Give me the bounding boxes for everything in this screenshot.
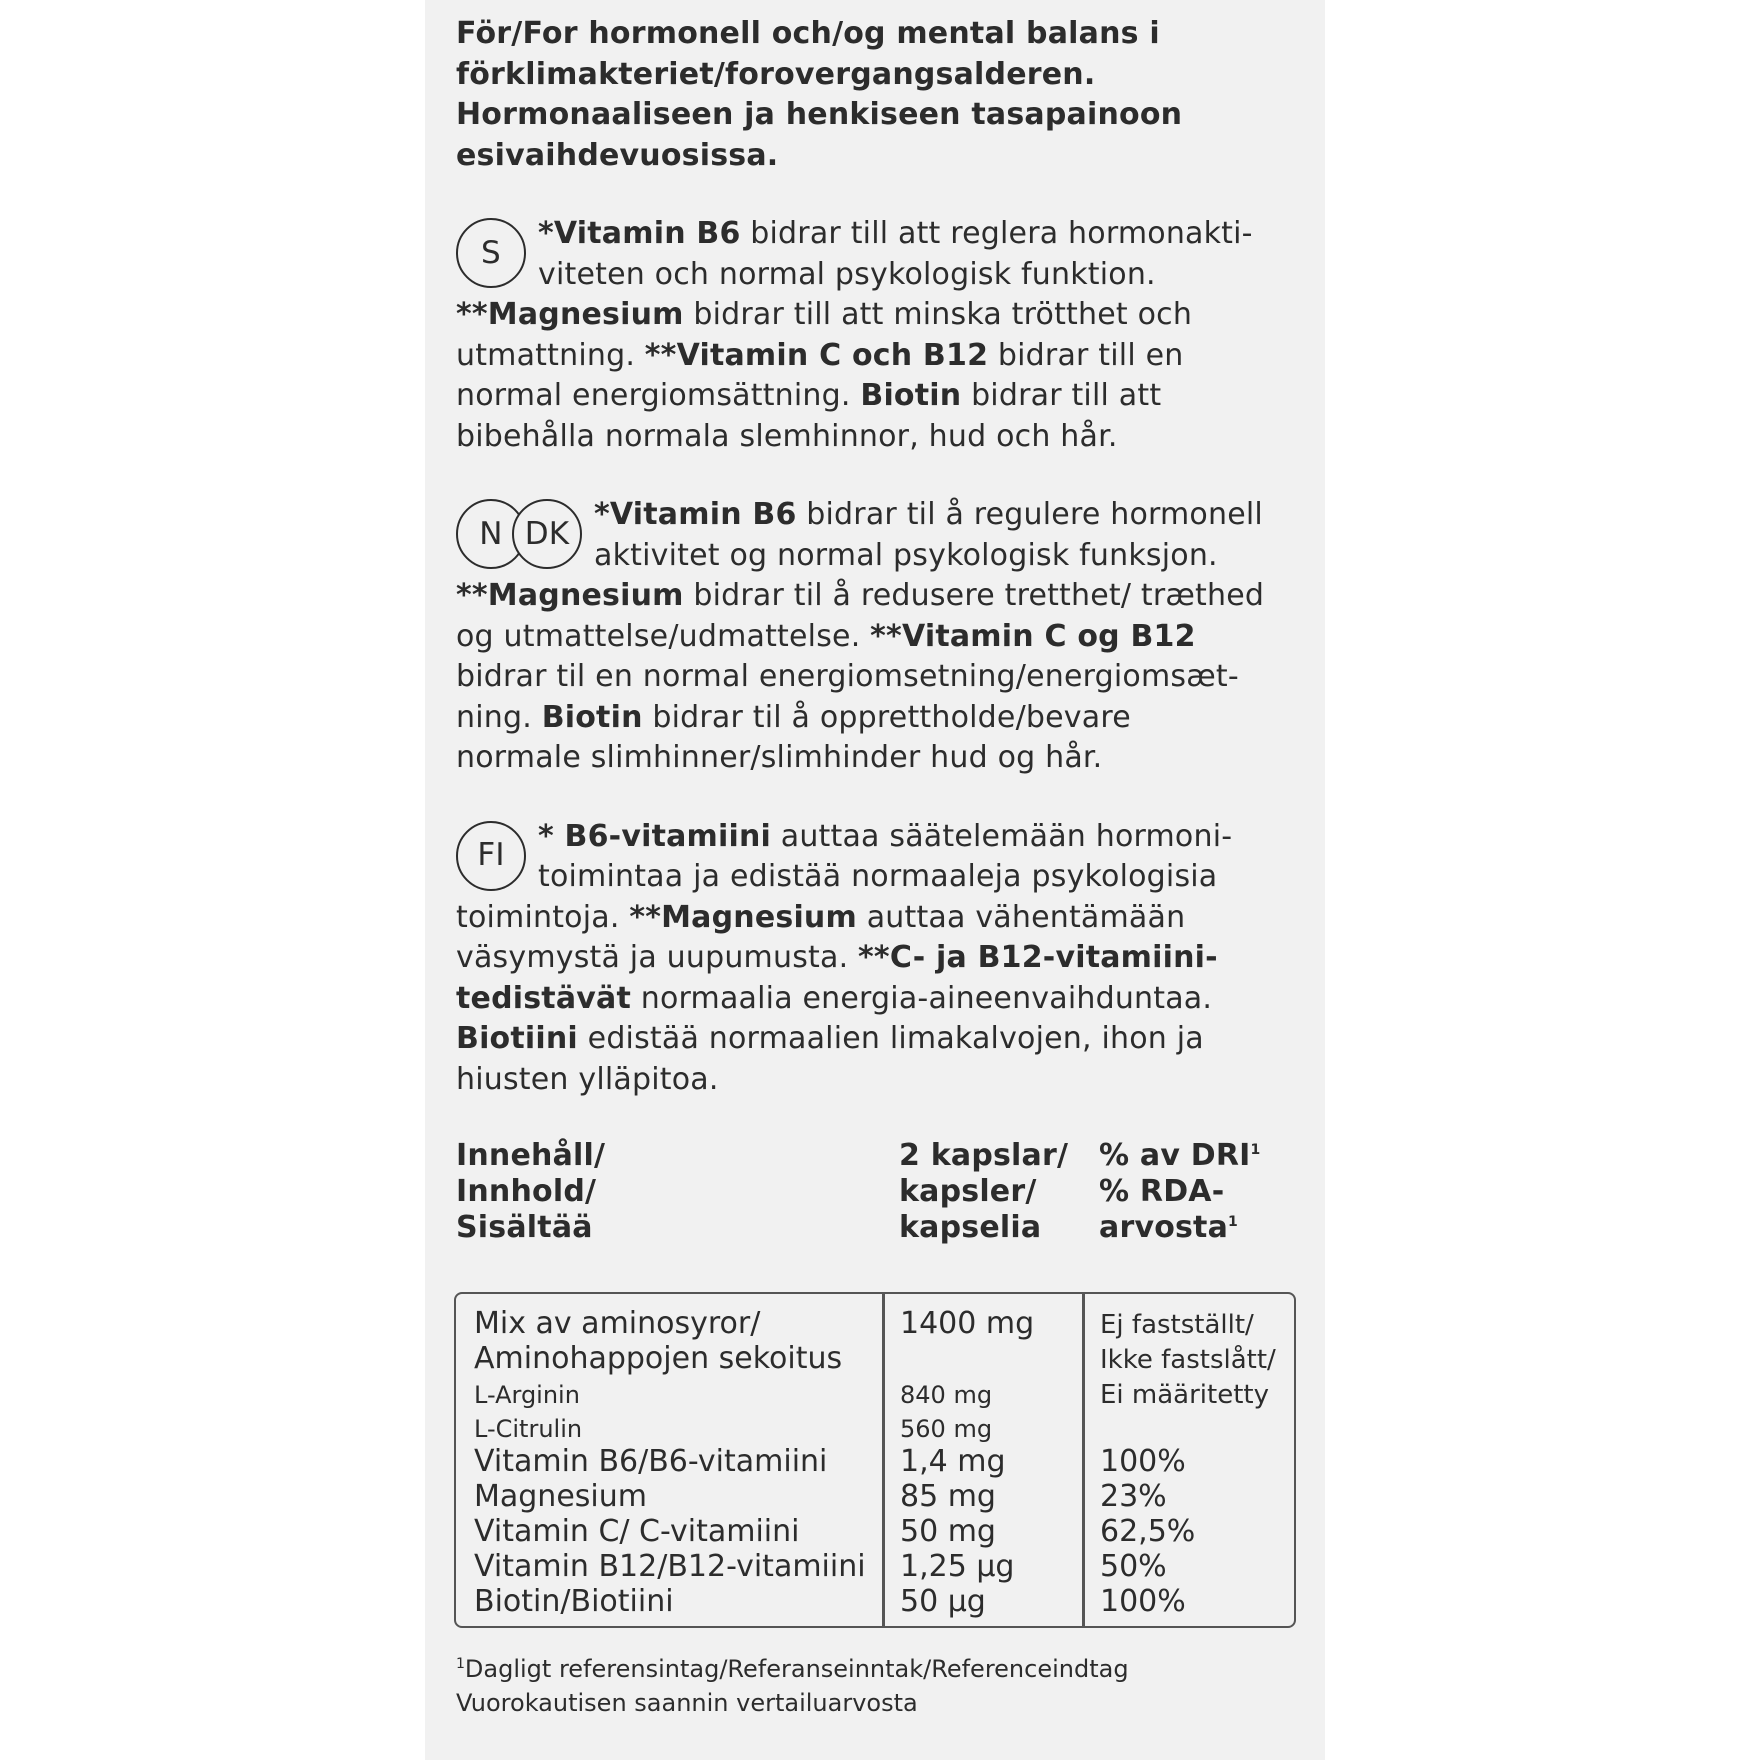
text-line: bidrar til en normal energiomsetning/energiomsæt- [456,659,1239,694]
header-content: Innehåll/ Innhold/ Sisältää [456,1138,606,1245]
text-line: Biotiini edistää normaalien limakalvojen, ihon ja [456,1021,1204,1056]
language-badges-fi [456,821,526,891]
badge-dk-icon: DK [512,499,582,569]
text-line: toimintoja. **Magnesium auttaa vähentämään [456,899,1186,935]
language-badges-sv [456,218,526,288]
header-amount: 2 kapslar/ kapsler/ kapselia [899,1138,1069,1245]
intro-line: Hormonaaliseen ja henkiseen tasapainoon [456,97,1183,132]
text-line: ning. Biotin bidrar til å opprettholde/bevare [456,699,1131,735]
nutrition-table-header [456,1138,1296,1248]
badge-n-icon: N [456,499,526,569]
swedish-section [456,214,1296,457]
finnish-section [456,817,1296,1101]
intro-heading [456,14,1296,176]
norwegian-danish-section [456,495,1296,779]
intro-line: förklimakteriet/forovergangsalderen. [456,56,1096,92]
text-line: hiusten ylläpitoa. [456,1061,719,1097]
language-badges-no-dk [456,499,570,569]
text-line: utmattning. **Vitamin C och B12 bidrar till en [456,337,1184,373]
text-line: normale slimhinner/slimhinder hud og hår. [456,740,1103,775]
badge-s-icon: S [456,218,526,288]
text-line: **Magnesium bidrar till att minska trötthet och [456,297,1193,332]
column-divider [1082,1294,1085,1626]
footnote: $^1$Dagligt referensintag/Referanseinntak/Referenceindtag Vuorokautisen saannin vertailuarvosta [456,1655,1129,1717]
text-line: bibehålla normala slemhinnor, hud och hår. [456,418,1118,454]
text-line: viteten och normal psykologisk funktion. [538,256,1156,292]
intro-line: För/For hormonell och/og mental balans i [456,16,1160,51]
text-line: aktivitet og normal psykologisk funksjon. [594,537,1218,573]
text-line: väsymystä ja uupumusta. **C- ja B12-vitamiini- [456,940,1218,975]
label-text [456,14,1296,1248]
column-divider [882,1294,885,1626]
text-line: *Vitamin B6 bidrar till att reglera hormonakti- [538,216,1253,251]
intro-line: esivaihdevuosissa. [456,137,779,173]
header-dri: % av DRI$^1$ % RDA- arvosta$^1$ [1099,1138,1261,1245]
text-line: og utmattelse/udmattelse. **Vitamin C og B12 [456,618,1196,654]
text-line: * B6-vitamiini auttaa säätelemään hormoni- [538,818,1233,854]
text-line: toimintaa ja edistää normaaleja psykologisia [538,859,1218,894]
text-line: normal energiomsättning. Biotin bidrar till att [456,378,1162,413]
badge-fi-icon: FI [456,821,526,891]
text-line: tedistävät normaalia energia-aineenvaihduntaa. [456,980,1213,1016]
text-line: *Vitamin B6 bidrar til å regulere hormonell [594,497,1263,532]
nutrition-table: Mix av aminosyror/ 1400 mg Aminohappojen sekoitus Ej fastställt/ Ikke fastslått/ Ei määritetty L-Arginin 840 mg L-Citrulin 560 mg Vitamin B6/B6-vitamiini 1,4 mg 100% Magnesium 85 mg 23% Vitamin C/ C-vitamiini 50 mg 62,5% Vitamin B12/B12-vitamiini 1,25 µg 50% Biotin/Biotiini 50 µg 100% [454,1292,1296,1628]
text-line: **Magnesium bidrar til å redusere tretthet/ træthed [456,578,1265,613]
